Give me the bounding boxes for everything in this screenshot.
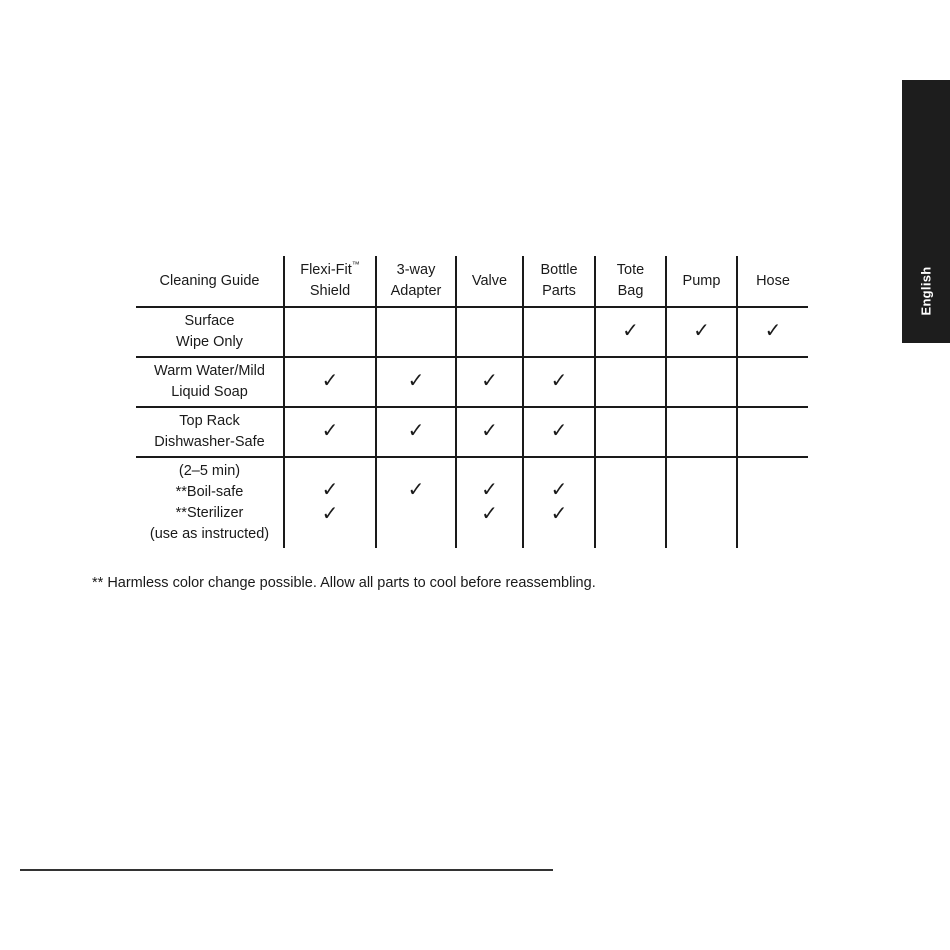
corner-header: Cleaning Guide — [136, 256, 284, 307]
row-label — [136, 357, 284, 407]
check-icon: ✓ — [407, 477, 425, 501]
column-header-line2: Parts — [542, 283, 576, 299]
table-cell — [523, 407, 595, 457]
table-header-row — [136, 256, 808, 307]
table-cell — [737, 357, 808, 407]
table-cell — [666, 307, 737, 357]
table-row-surface-wipe-only — [136, 307, 808, 357]
check-icon: ✓ — [550, 418, 568, 442]
row-label-line: **Boil-safe — [175, 484, 244, 500]
language-tab — [902, 80, 950, 343]
language-tab-label: English — [918, 266, 934, 316]
column-header-line2: Shield — [309, 283, 351, 299]
table-cell — [523, 457, 595, 548]
table-row-boil-sterilizer — [136, 457, 808, 548]
column-header-valve — [456, 256, 523, 307]
table-cell — [456, 307, 523, 357]
check-icon: ✓ — [622, 318, 639, 342]
bottom-divider — [20, 869, 553, 871]
column-header-hose — [737, 256, 808, 307]
check-icon: ✓ — [764, 318, 782, 342]
table-cell — [284, 457, 376, 548]
row-label-line: **Sterilizer — [175, 505, 244, 521]
column-header-bottle-parts — [523, 256, 595, 307]
check-icon: ✓ — [693, 318, 710, 342]
check-icon: ✓ — [407, 418, 425, 442]
check-icon: ✓ — [481, 501, 498, 525]
row-label-line: (2–5 min) — [178, 463, 241, 479]
table-cell — [666, 457, 737, 548]
column-header-line1: Bottle — [540, 262, 578, 278]
check-icon: ✓ — [481, 368, 498, 392]
table-cell — [284, 307, 376, 357]
table-cell — [666, 357, 737, 407]
table-cell — [376, 407, 456, 457]
table-cell — [376, 357, 456, 407]
row-label-line: Wipe Only — [176, 334, 243, 350]
table-row-top-rack-dishwasher — [136, 407, 808, 457]
check-icon: ✓ — [550, 501, 568, 525]
table-cell — [595, 307, 666, 357]
column-header-flexi-fit-shield — [284, 256, 376, 307]
column-header-tote-bag — [595, 256, 666, 307]
row-label-line: Liquid Soap — [171, 384, 248, 400]
row-label-line: Dishwasher-Safe — [154, 434, 265, 450]
column-header-line1: 3-way — [396, 262, 436, 278]
column-header-line1: Tote — [616, 262, 645, 278]
table-cell — [376, 457, 456, 548]
cleaning-guide-table — [136, 256, 808, 548]
check-icon: ✓ — [550, 477, 568, 501]
column-header-line2: Bag — [617, 283, 644, 299]
check-icon: ✓ — [481, 418, 498, 442]
check-icon: ✓ — [407, 368, 425, 392]
table-cell — [737, 307, 808, 357]
column-header-line2: Adapter — [390, 283, 442, 299]
check-icon-placeholder — [413, 501, 419, 525]
column-header-line1: Valve — [471, 272, 508, 289]
table-cell — [595, 407, 666, 457]
table-cell — [523, 307, 595, 357]
column-header-line1: Hose — [756, 272, 790, 289]
table-cell — [456, 357, 523, 407]
column-header-line1: Pump — [682, 272, 721, 289]
table-cell — [595, 357, 666, 407]
column-header-line1: Flexi-Fit — [300, 262, 352, 278]
check-icon: ✓ — [481, 477, 498, 501]
table-cell — [284, 357, 376, 407]
row-label-line: (use as instructed) — [149, 526, 270, 542]
column-header-pump — [666, 256, 737, 307]
row-label-line: Warm Water/Mild — [154, 363, 265, 379]
table-cell — [737, 407, 808, 457]
trademark-symbol: ™ — [351, 260, 360, 269]
table-cell — [456, 407, 523, 457]
table-row-warm-water-soap — [136, 357, 808, 407]
table-cell — [595, 457, 666, 548]
row-label-line: Surface — [184, 313, 235, 329]
table-cell — [456, 457, 523, 548]
row-label — [136, 457, 284, 548]
table-cell — [523, 357, 595, 407]
table-cell — [284, 407, 376, 457]
check-icon: ✓ — [321, 418, 339, 442]
check-icon: ✓ — [321, 501, 339, 525]
check-icon: ✓ — [550, 368, 568, 392]
column-header-3-way-adapter — [376, 256, 456, 307]
row-label — [136, 307, 284, 357]
check-icon: ✓ — [321, 477, 339, 501]
row-label — [136, 407, 284, 457]
table-cell — [737, 457, 808, 548]
row-label-line: Top Rack — [179, 413, 240, 429]
table-cell — [666, 407, 737, 457]
check-icon: ✓ — [321, 368, 339, 392]
footnote: ** Harmless color change possible. Allow all parts to cool before reassembling. — [92, 575, 596, 591]
table-cell — [376, 307, 456, 357]
